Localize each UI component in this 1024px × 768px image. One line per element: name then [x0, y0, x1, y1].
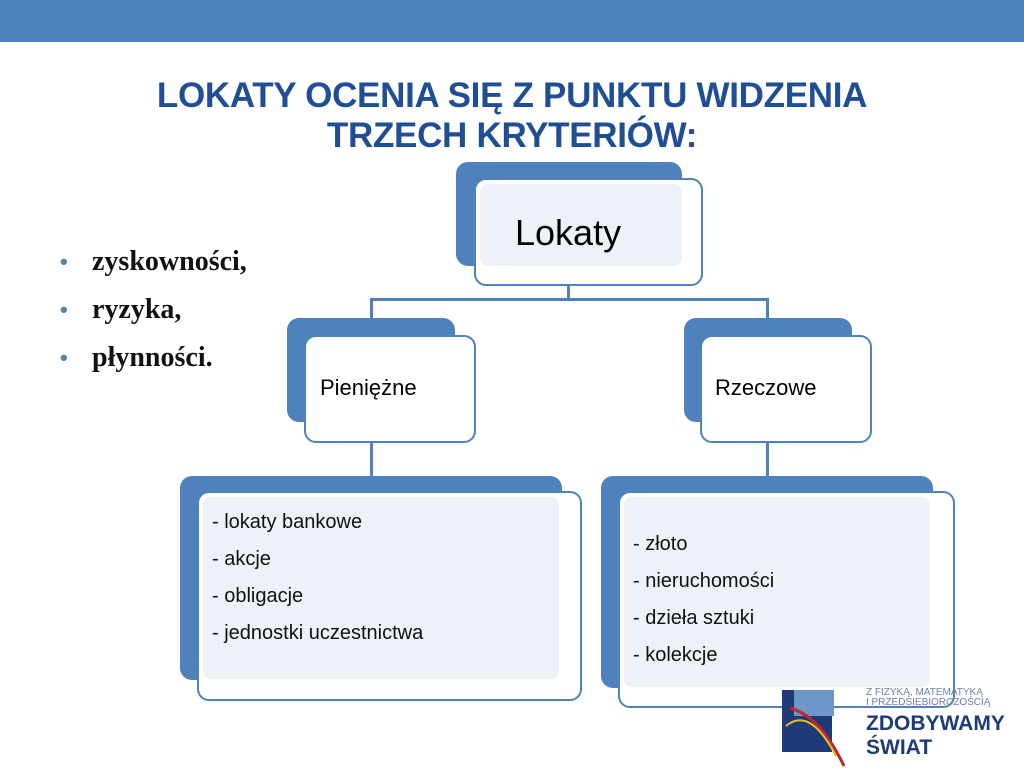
right-items-list [633, 526, 774, 674]
list-item: - złoto [633, 533, 688, 555]
left-items-list [212, 504, 423, 652]
list-item: - obligacje [212, 585, 304, 607]
list-item: - dzieła sztuki [633, 607, 755, 629]
logo-emblem-icon [780, 686, 866, 768]
list-item: - kolekcje [633, 644, 718, 666]
bullet-item [60, 286, 247, 334]
connector-right-to-list [766, 441, 769, 477]
root-node-label: Lokaty [515, 212, 622, 253]
slide-title [40, 76, 984, 156]
bullet-item [60, 238, 247, 286]
left-category-label: Pieniężne [320, 375, 417, 400]
bullet-dot-icon: • [60, 345, 68, 370]
right-category-label: Rzeczowe [715, 375, 817, 400]
slide-title-line-2: TRZECH KRYTERIÓW: [326, 116, 698, 155]
header-bar [0, 0, 1024, 42]
logo-name-line-1: ZDOBYWAMY [866, 712, 1005, 735]
bullet-dot-icon: • [60, 249, 68, 274]
logo-tagline [866, 688, 990, 708]
connector-horizontal [370, 298, 769, 301]
bullet-text: płynności. [92, 342, 213, 373]
slide-title-line-1: LOKATY OCENIA SIĘ Z PUNKTU WIDZENIA [156, 76, 868, 115]
connector-left-to-list [370, 441, 373, 477]
bullet-item [60, 334, 247, 382]
logo-tagline-line-2: I PRZEDSIĘBIORCZOŚCIĄ [866, 697, 991, 708]
list-item: - lokaty bankowe [212, 511, 363, 533]
list-item: - nieruchomości [633, 570, 775, 592]
list-item: - jednostki uczestnictwa [212, 622, 424, 644]
project-logo [780, 686, 1024, 768]
logo-name-line-2: ŚWIAT [866, 736, 933, 759]
bullet-text: ryzyka, [92, 294, 182, 325]
logo-tagline-line-1: Z FIZYKĄ, MATEMATYKĄ [866, 687, 983, 698]
list-item: - akcje [212, 548, 271, 570]
bullet-dot-icon: • [60, 297, 68, 322]
logo-name [866, 712, 1005, 760]
criteria-bullet-list [60, 238, 247, 382]
bullet-text: zyskowności, [92, 246, 247, 277]
